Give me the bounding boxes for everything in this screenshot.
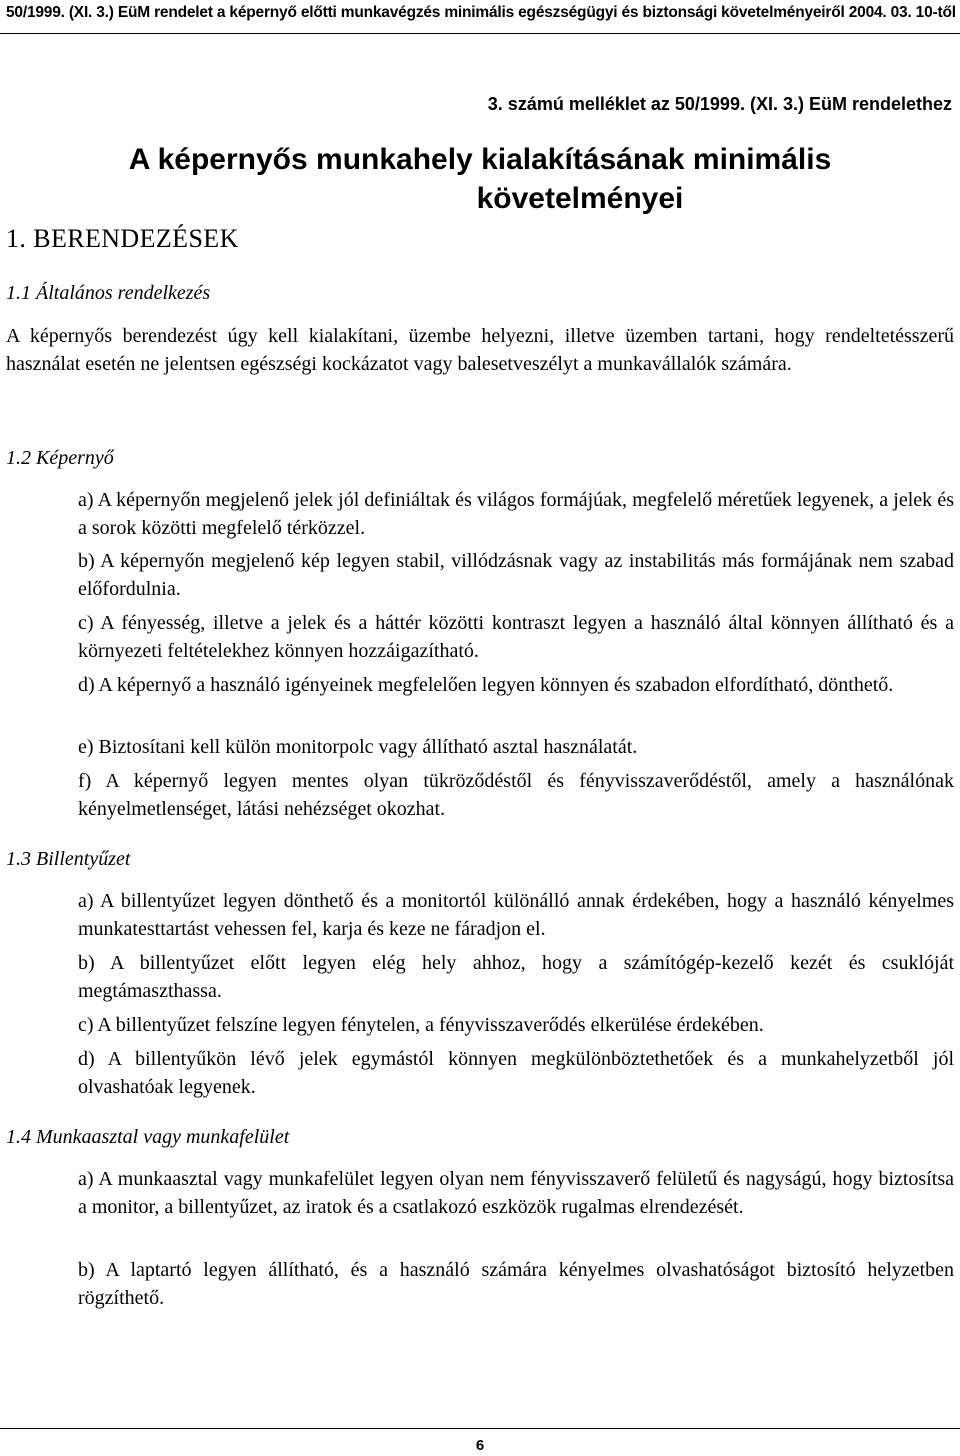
annex-reference: 3. számú melléklet az 50/1999. (XI. 3.) EüM rendelethez [487, 94, 952, 114]
header-rule [0, 33, 960, 34]
screen-item-b: b) A képernyőn megjelenő kép legyen stabil, villódzásnak vagy az instabilitás más formájának nem szabad előfordulnia. [78, 550, 954, 600]
screen-item-f: f) A képernyő legyen mentes olyan tükröződéstől és fényvisszaverődéstől, amely a használónak kényelmetlenséget, látási nehézséget okozhat. [78, 770, 954, 820]
section-heading-1-3: 1.3 Billentyűzet [6, 848, 131, 870]
document-title [60, 140, 900, 218]
screen-item-e: e) Biztosítani kell külön monitorpolc vagy állítható asztal használatát. [78, 736, 638, 758]
running-header: 50/1999. (XI. 3.) EüM rendelet a képernyő előtti munkavégzés minimális egészségügyi és biztonsági követelményeiről 2004. 03. 10-től [6, 4, 956, 21]
document-title-line-2: követelményei [476, 182, 684, 215]
keyboard-item-d: d) A billentyűkön lévő jelek egymástól könnyen megkülönböztethetőek és a munkahelyzetből jól olvashatóak legyenek. [78, 1048, 954, 1098]
screen-item-c: c) A fényesség, illetve a jelek és a háttér közötti kontraszt legyen a használó által könnyen állítható és a környezeti feltételekhez könnyen hozzáigazítható. [78, 612, 954, 662]
page-number: 6 [475, 1437, 485, 1454]
desk-item-a: a) A munkaasztal vagy munkafelület legyen olyan nem fényvisszaverő felületű és nagyságú, hogy biztosítsa a monitor, a billentyűzet, az iratok és a csatlakozó eszközök rugalmas elrendezését. [78, 1168, 954, 1218]
document-title-line-1: A képernyős munkahely kialakításának minimális [128, 143, 832, 176]
desk-item-b: b) A laptartó legyen állítható, és a használó számára kényelmes olvashatóságot biztosító helyzetben rögzíthető. [78, 1259, 954, 1309]
section-heading-1-4: 1.4 Munkaasztal vagy munkafelület [6, 1126, 290, 1148]
section-1-1-text: A képernyős berendezést úgy kell kialakítani, üzembe helyezni, illetve üzemben tartani, hogy rendeltetésszerű használat esetén ne jelentsen egészségi kockázatot vagy balesetveszélyt a munkavállalók számára. [6, 325, 954, 375]
keyboard-item-b: b) A billentyűzet előtt legyen elég hely ahhoz, hogy a számítógép-kezelő kezét és csuklóját megtámaszthassa. [78, 952, 954, 1002]
section-heading-1-1: 1.1 Általános rendelkezés [6, 282, 211, 304]
chapter-heading: 1. BERENDEZÉSEK [6, 224, 239, 253]
screen-item-a: a) A képernyőn megjelenő jelek jól definiáltak és világos formájúak, megfelelő méretűek legyenek, a jelek és a sorok közötti megfelelő térközzel. [78, 489, 954, 539]
keyboard-item-c: c) A billentyűzet felszíne legyen fénytelen, a fényvisszaverődés elkerülése érdekében. [78, 1014, 764, 1036]
screen-item-d: d) A képernyő a használó igényeinek megfelelően legyen könnyen és szabadon elfordítható, dönthető. [78, 674, 894, 696]
keyboard-item-a: a) A billentyűzet legyen dönthető és a monitortól különálló annak érdekében, hogy a használó kényelmes munkatesttartást vehessen fel, karja és keze ne fáradjon el. [78, 890, 954, 940]
footer-rule [0, 1428, 960, 1429]
section-heading-1-2: 1.2 Képernyő [6, 447, 114, 469]
